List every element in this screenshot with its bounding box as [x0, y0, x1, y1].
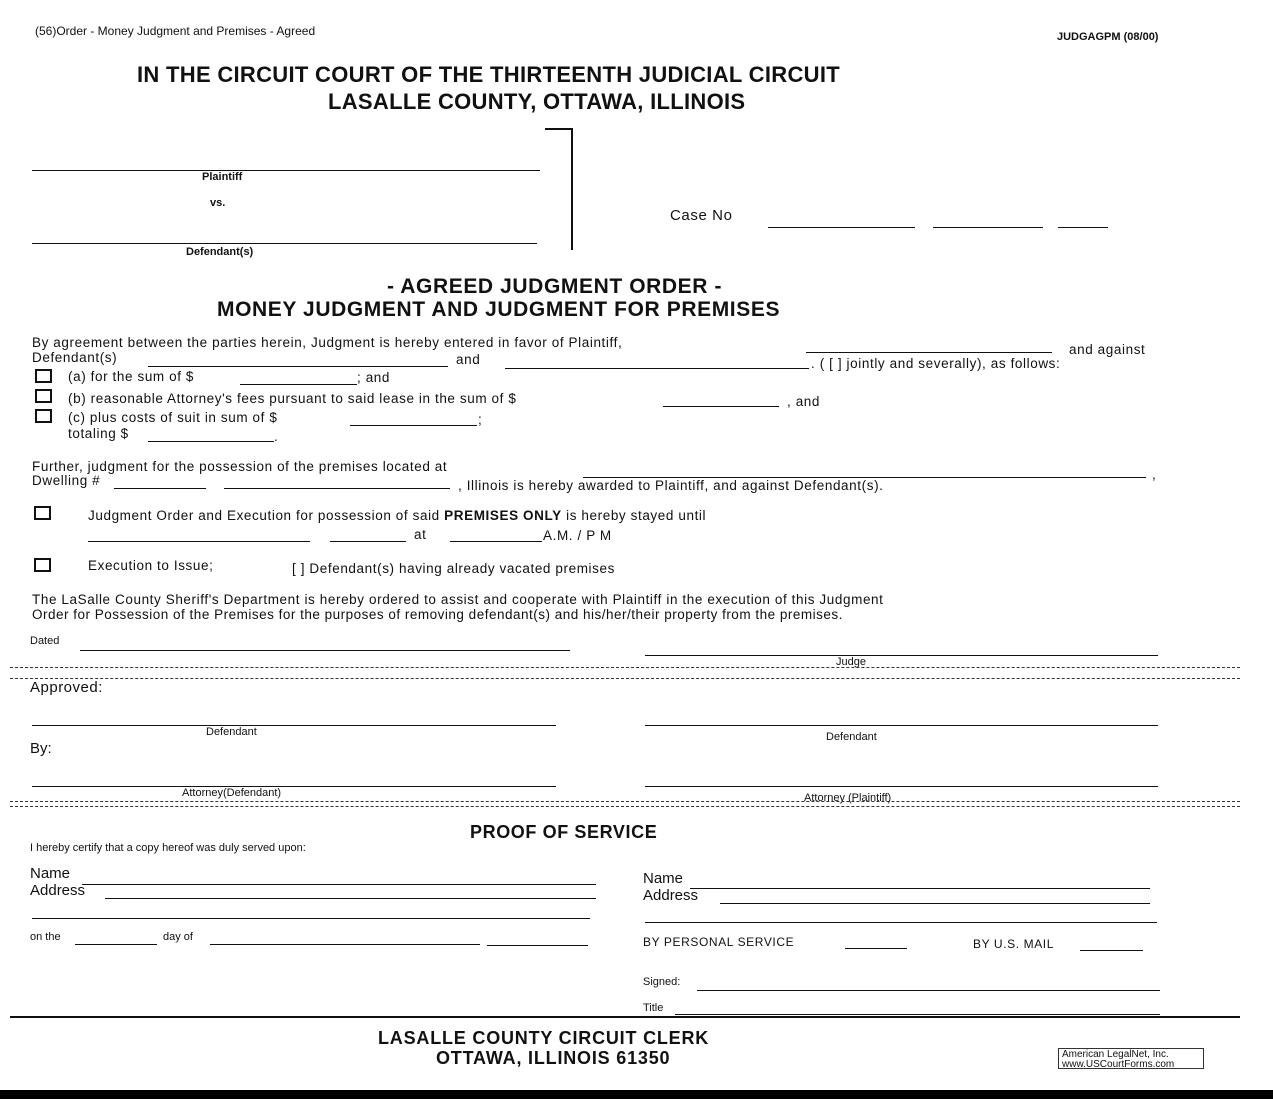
attorney-fees-field[interactable]: [663, 406, 779, 407]
item-b-end: , and: [787, 394, 821, 409]
defendants-label: Defendant(s): [32, 350, 118, 365]
order-title: - AGREED JUDGMENT ORDER -: [387, 275, 723, 298]
attorney-defendant-line[interactable]: [32, 786, 556, 787]
attorney-plaintiff-line[interactable]: [645, 786, 1158, 787]
at-label: at: [414, 527, 427, 542]
form-code: JUDGAGPM (08/00): [1057, 31, 1159, 43]
judge-label: Judge: [836, 656, 866, 668]
item-a-end: ; and: [357, 370, 391, 385]
totaling-end: .: [274, 429, 279, 444]
stay-text-c: is hereby stayed until: [566, 508, 707, 523]
address-label-right: Address: [643, 887, 699, 904]
mail-label: BY U.S. MAIL: [973, 937, 1055, 951]
defendant-2-field[interactable]: [505, 368, 809, 369]
premises-comma: ,: [1152, 467, 1157, 482]
sheriff-text-1: The LaSalle County Sheriff's Department is hereby ordered to assist and cooperate with Plaintiff in the execution of this Judgment: [32, 592, 884, 607]
case-no-field-1[interactable]: [768, 227, 915, 228]
defendant-signature-left[interactable]: [32, 725, 556, 726]
year-field[interactable]: [487, 945, 588, 946]
address-label-left: Address: [30, 882, 86, 899]
jointly-text: . ( [ ] jointly and severally), as follows:: [811, 356, 1061, 371]
signed-label: Signed:: [643, 976, 681, 988]
address-field-right-2[interactable]: [645, 922, 1157, 923]
publisher-name: American LegalNet, Inc.: [1062, 1049, 1169, 1060]
vacated-text: [ ] Defendant(s) having already vacated premises: [292, 561, 615, 576]
plaintiff-label: Plaintiff: [202, 171, 243, 183]
certify-text: I hereby certify that a copy hereof was duly served upon:: [30, 842, 306, 854]
judge-signature-line[interactable]: [645, 655, 1158, 656]
order-subtitle: MONEY JUDGMENT AND JUDGMENT FOR PREMISES: [217, 298, 781, 321]
dated-label: Dated: [30, 635, 60, 647]
day-of-label: day of: [163, 931, 193, 943]
stay-year-field[interactable]: [330, 541, 406, 542]
agreement-text: By agreement between the parties herein, Judgment is hereby entered in favor of Plaintiff,: [32, 335, 623, 350]
costs-field[interactable]: [350, 425, 477, 426]
footer-rule: [10, 1016, 1240, 1018]
address-field-left[interactable]: [105, 898, 596, 899]
address-field-right[interactable]: [720, 903, 1150, 904]
approved-label: Approved:: [30, 679, 103, 696]
publisher-url: www.USCourtForms.com: [1062, 1059, 1175, 1070]
signed-field[interactable]: [697, 990, 1160, 991]
stay-text-a: Judgment Order and Execution for possession of said: [88, 508, 440, 523]
plaintiff-name-field[interactable]: [806, 352, 1052, 353]
sum-field[interactable]: [240, 384, 357, 385]
name-label-right: Name: [643, 870, 684, 887]
totaling-label: totaling $: [68, 426, 129, 441]
by-label: By:: [30, 740, 52, 757]
address-field-left-2[interactable]: [32, 918, 590, 919]
publisher-badge: [1058, 1048, 1204, 1069]
item-c-end: ;: [478, 412, 483, 427]
stay-date-field[interactable]: [88, 541, 310, 542]
checkbox-b[interactable]: [35, 389, 52, 403]
personal-service-field[interactable]: [845, 948, 907, 949]
stay-time-field[interactable]: [450, 541, 542, 542]
item-c-text: (c) plus costs of suit in sum of $: [68, 410, 278, 425]
sheriff-text-2: Order for Possession of the Premises for the purposes of removing defendant(s) and his/her/their property from the premises.: [32, 607, 843, 622]
month-field[interactable]: [210, 944, 480, 945]
caption-bracket: [571, 128, 573, 250]
dwelling-label: Dwelling #: [32, 473, 101, 488]
and-text: and: [456, 352, 481, 367]
day-field[interactable]: [75, 944, 157, 945]
scan-edge: [0, 1090, 1273, 1099]
scan-artifact: [10, 678, 1240, 679]
checkbox-execution[interactable]: [34, 558, 51, 572]
bracket-top: [545, 128, 572, 130]
item-a-text: (a) for the sum of $: [68, 369, 195, 384]
item-b-text: (b) reasonable Attorney's fees pursuant to said lease in the sum of $: [68, 391, 517, 406]
name-label-left: Name: [30, 865, 71, 882]
title-label: Title: [643, 1002, 664, 1014]
dated-field[interactable]: [80, 650, 570, 651]
defendant-label-right: Defendant: [826, 731, 877, 743]
mail-field[interactable]: [1080, 950, 1143, 951]
case-no-label: Case No: [670, 207, 733, 224]
on-the-label: on the: [30, 931, 61, 943]
name-field-right[interactable]: [690, 888, 1150, 889]
name-field-left[interactable]: [82, 884, 596, 885]
scan-artifact: [10, 667, 1240, 668]
awarded-text: , Illinois is hereby awarded to Plaintiff, and against Defendant(s).: [458, 478, 884, 493]
defendant-label-left: Defendant: [206, 726, 257, 738]
ampm-label: A.M. / P M: [543, 528, 612, 543]
stay-text: [88, 509, 706, 523]
personal-service-label: BY PERSONAL SERVICE: [643, 935, 795, 949]
clerk-address: OTTAWA, ILLINOIS 61350: [436, 1048, 671, 1068]
attorney-defendant-label: Attorney(Defendant): [182, 787, 282, 799]
scan-artifact: [10, 801, 1240, 802]
case-no-field-2[interactable]: [933, 227, 1043, 228]
court-county: LASALLE COUNTY, OTTAWA, ILLINOIS: [328, 89, 746, 114]
premises-text: Further, judgment for the possession of the premises located at: [32, 459, 448, 474]
case-no-field-3[interactable]: [1058, 227, 1108, 228]
defendant-line[interactable]: [32, 243, 537, 244]
vs-label: vs.: [210, 197, 226, 209]
defendant-signature-right[interactable]: [645, 725, 1158, 726]
checkbox-a[interactable]: [35, 369, 52, 383]
defendant-1-field[interactable]: [148, 366, 448, 367]
clerk-name: LASALLE COUNTY CIRCUIT CLERK: [378, 1028, 710, 1048]
execution-text: Execution to Issue;: [88, 558, 214, 573]
dwelling-number-field[interactable]: [114, 488, 206, 489]
total-field[interactable]: [148, 441, 274, 442]
proof-title: PROOF OF SERVICE: [470, 822, 658, 842]
form-name: (56)Order - Money Judgment and Premises - Agreed: [35, 24, 316, 38]
and-against-text: and against: [1069, 342, 1146, 357]
court-title: IN THE CIRCUIT COURT OF THE THIRTEENTH JUDICIAL CIRCUIT: [137, 62, 840, 87]
defendant-label: Defendant(s): [186, 246, 254, 258]
checkbox-c[interactable]: [35, 409, 52, 423]
attorney-plaintiff-label: Attorney (Plaintiff): [804, 792, 892, 804]
plaintiff-line[interactable]: [32, 170, 540, 171]
city-field[interactable]: [224, 488, 450, 489]
scan-artifact: [10, 806, 1240, 807]
premises-only: PREMISES ONLY: [444, 508, 562, 523]
title-field[interactable]: [675, 1014, 1160, 1015]
checkbox-stay[interactable]: [34, 506, 51, 520]
